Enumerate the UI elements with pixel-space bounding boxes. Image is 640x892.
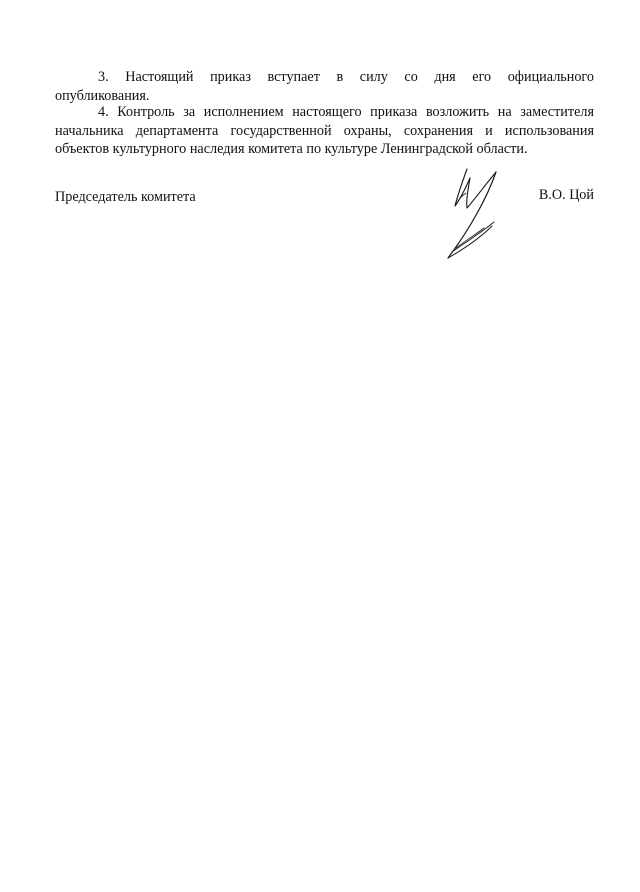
handwritten-signature [436, 160, 536, 265]
paragraph-3-line-2: опубликования. [55, 87, 150, 104]
paragraph-3-line-1: 3. Настоящий приказ вступает в силу со дня его официального [98, 69, 594, 85]
paragraph-4-line-3: объектов культурного наследия комитета по культуре Ленинградской области. [55, 141, 528, 157]
paragraph-3 [55, 68, 594, 105]
paragraph-4-line-1: 4. Контроль за исполнением настоящего приказа возложить на заместителя [98, 104, 594, 120]
signatory-role: Председатель комитета [55, 189, 196, 205]
paragraph-4 [55, 103, 594, 159]
paragraph-4-line-2: начальника департамента государственной охраны, сохранения и использования [55, 122, 594, 139]
signatory-name: В.О. Цой [538, 187, 594, 203]
